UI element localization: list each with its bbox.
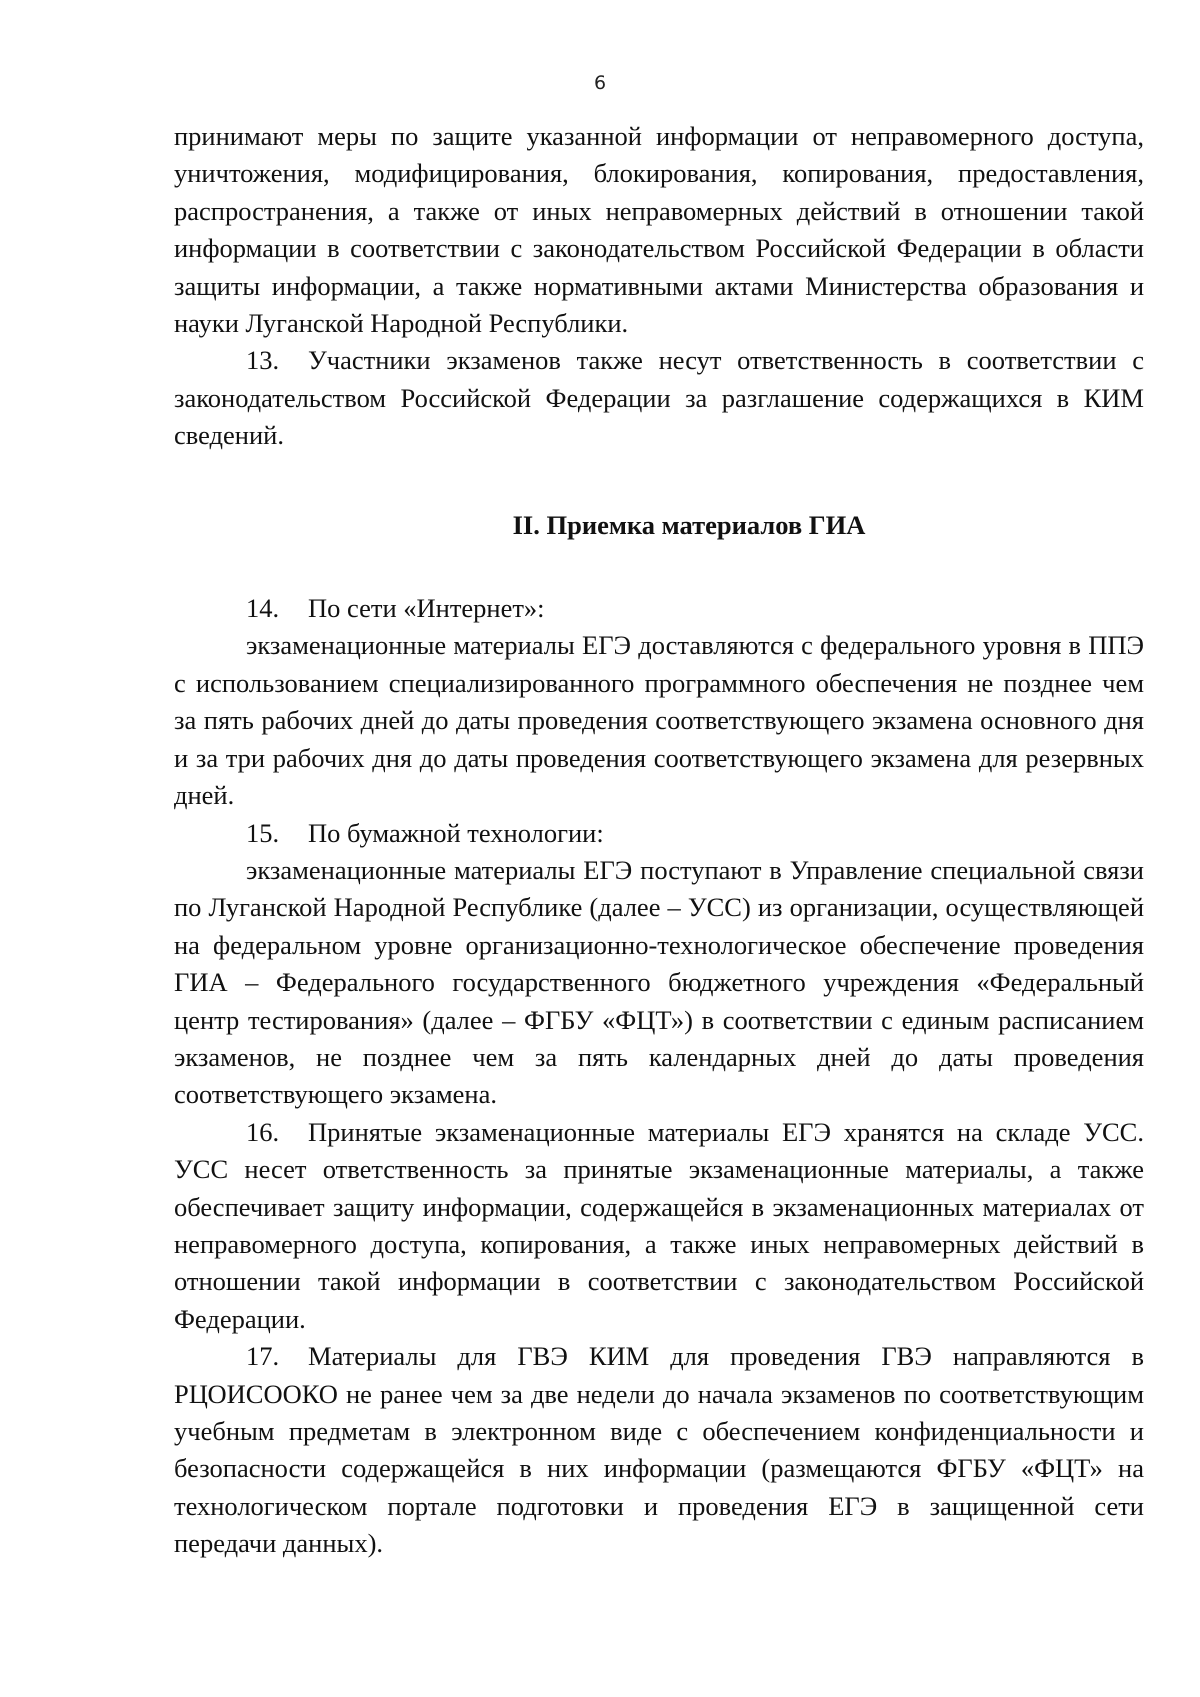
paragraph-13 [174,342,1144,454]
paragraph-15 [174,815,1144,852]
paragraph-number: 16. [246,1116,280,1147]
document-body [174,118,1144,1563]
paragraph-15-body: экзаменационные материалы ЕГЭ поступают в Управление специальной связи по Луганской Народной Республике (далее – УСС) из организации, осуществляющей на федеральном уровне организационно-технологическое обеспечение проведения ГИА – Федерального государственного бюджетного учреждения «Федеральный центр тестирования» (далее – ФГБУ «ФЦТ») в соответствии с единым расписанием экзаменов, не позднее чем за пять календарных дней до даты проведения соответствующего экзамена. [174,854,1144,1110]
paragraph-number: 15. [246,817,280,848]
paragraph-14-body: экзаменационные материалы ЕГЭ доставляются с федерального уровня в ППЭ с использованием специализированного программного обеспечения не позднее чем за пять рабочих дней до даты проведения соответствующего экзамена основного дня и за три рабочих дня до даты проведения соответствующего экзамена для резервных дней. [174,630,1144,811]
paragraph-14 [174,590,1144,627]
paragraph-number: 17. [246,1341,280,1372]
paragraph-text: По бумажной технологии: [308,817,604,848]
paragraph-16 [174,1114,1144,1338]
section-heading: II. Приемка материалов ГИА [512,509,866,540]
page-number: 6 [593,72,607,94]
paragraph-continuation: принимают меры по защите указанной информации от неправомерного доступа, уничтожения, модифицирования, блокирования, копирования, предоставления, распространения, а также от иных неправомерных действий в отношении такой информации в соответствии с законодательством Российской Федерации в области защиты информации, а также нормативными актами Министерства образования и науки Луганской Народной Республики. [174,121,1144,339]
paragraph-text: По сети «Интернет»: [308,593,545,624]
paragraph-text: Участники экзаменов также несут ответственность в соответствии с законодательством Российской Федерации за разглашение содержащихся в КИМ сведений. [174,345,1144,451]
paragraph-text: Материалы для ГВЭ КИМ для проведения ГВЭ направляются в РЦОИСООКО не ранее чем за две недели до начала экзаменов по соответствующим учебным предметам в электронном виде с обеспечением конфиденциальности и безопасности содержащейся в них информации (размещаются ФГБУ «ФЦТ» на технологическом портале подготовки и проведения ЕГЭ в защищенной сети передачи данных). [174,1341,1144,1559]
paragraph-number: 14. [246,593,280,624]
paragraph-number: 13. [246,345,280,376]
paragraph-17 [174,1338,1144,1562]
paragraph-text: Принятые экзаменационные материалы ЕГЭ хранятся на складе УСС. УСС несет ответственность за принятые экзаменационные материалы, а также обеспечивает защиту информации, содержащейся в экзаменационных материалах от неправомерного доступа, копирования, а также иных неправомерных действий в отношении такой информации в соответствии с законодательством Российской Федерации. [174,1116,1144,1334]
